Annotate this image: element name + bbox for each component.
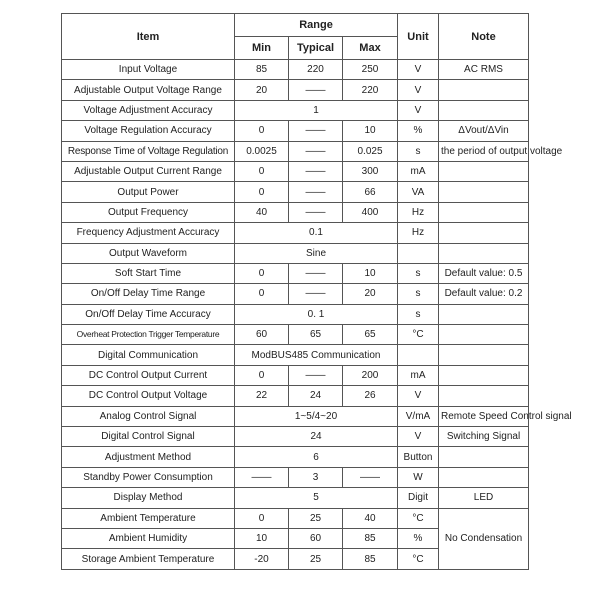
cell-max: 85 bbox=[343, 528, 398, 548]
cell-item: Soft Start Time bbox=[62, 263, 235, 283]
table-row bbox=[62, 427, 529, 447]
table-row bbox=[62, 386, 529, 406]
cell-min: 0 bbox=[235, 182, 289, 202]
cell-min: 85 bbox=[235, 60, 289, 80]
cell-unit: Hz bbox=[398, 223, 439, 243]
cell-range-span: 1 bbox=[235, 100, 398, 120]
cell-min: 0 bbox=[235, 161, 289, 181]
table-row bbox=[62, 60, 529, 80]
cell-max: 65 bbox=[343, 325, 398, 345]
cell-note bbox=[439, 467, 529, 487]
cell-unit: mA bbox=[398, 161, 439, 181]
cell-note bbox=[439, 223, 529, 243]
cell-note: Remote Speed Control signal bbox=[439, 406, 529, 426]
cell-unit: % bbox=[398, 528, 439, 548]
cell-item: Input Voltage bbox=[62, 60, 235, 80]
table-row bbox=[62, 141, 529, 161]
cell-max: 400 bbox=[343, 202, 398, 222]
cell-note bbox=[439, 161, 529, 181]
cell-min: 0 bbox=[235, 365, 289, 385]
table-row bbox=[62, 508, 529, 528]
cell-unit: % bbox=[398, 121, 439, 141]
cell-note bbox=[439, 243, 529, 263]
cell-unit: °C bbox=[398, 325, 439, 345]
cell-note bbox=[439, 80, 529, 100]
cell-unit: °C bbox=[398, 508, 439, 528]
cell-range-span: 6 bbox=[235, 447, 398, 467]
cell-min: 0.0025 bbox=[235, 141, 289, 161]
cell-unit: mA bbox=[398, 365, 439, 385]
spec-table-body bbox=[62, 60, 572, 570]
table-row bbox=[62, 304, 529, 324]
cell-note: ΔVout/ΔVin bbox=[439, 121, 529, 141]
cell-note bbox=[439, 182, 529, 202]
cell-item: On/Off Delay Time Accuracy bbox=[62, 304, 235, 324]
cell-note: LED bbox=[439, 488, 529, 508]
cell-max: 40 bbox=[343, 508, 398, 528]
cell-note: AC RMS bbox=[439, 60, 529, 80]
header-typical: Typical bbox=[289, 37, 343, 60]
table-row bbox=[62, 161, 529, 181]
cell-min: —— bbox=[235, 467, 289, 487]
cell-item: Overheat Protection Trigger Temperature bbox=[62, 325, 235, 345]
cell-note bbox=[439, 386, 529, 406]
table-row bbox=[62, 467, 529, 487]
cell-typical: 3 bbox=[289, 467, 343, 487]
cell-unit: s bbox=[398, 141, 439, 161]
cell-typical: 220 bbox=[289, 60, 343, 80]
cell-item: Ambient Temperature bbox=[62, 508, 235, 528]
cell-unit: Hz bbox=[398, 202, 439, 222]
cell-typical: —— bbox=[289, 161, 343, 181]
cell-unit: V bbox=[398, 427, 439, 447]
cell-item: Frequency Adjustment Accuracy bbox=[62, 223, 235, 243]
cell-max: 10 bbox=[343, 121, 398, 141]
cell-unit: Button bbox=[398, 447, 439, 467]
cell-typical: 60 bbox=[289, 528, 343, 548]
cell-max: 220 bbox=[343, 80, 398, 100]
cell-typical: 24 bbox=[289, 386, 343, 406]
cell-typical: —— bbox=[289, 182, 343, 202]
cell-item: Adjustable Output Current Range bbox=[62, 161, 235, 181]
cell-item: On/Off Delay Time Range bbox=[62, 284, 235, 304]
header-unit: Unit bbox=[398, 14, 439, 60]
cell-item: Output Waveform bbox=[62, 243, 235, 263]
cell-typical: 65 bbox=[289, 325, 343, 345]
cell-typical: —— bbox=[289, 202, 343, 222]
cell-min: 20 bbox=[235, 80, 289, 100]
cell-unit: VA bbox=[398, 182, 439, 202]
cell-unit: s bbox=[398, 263, 439, 283]
cell-max: 0.025 bbox=[343, 141, 398, 161]
table-row bbox=[62, 100, 529, 120]
table-row bbox=[62, 365, 529, 385]
cell-min: 60 bbox=[235, 325, 289, 345]
cell-max: 200 bbox=[343, 365, 398, 385]
cell-unit: s bbox=[398, 284, 439, 304]
cell-unit bbox=[398, 345, 439, 365]
cell-unit: V bbox=[398, 80, 439, 100]
header-max: Max bbox=[343, 37, 398, 60]
cell-min: 10 bbox=[235, 528, 289, 548]
table-row bbox=[62, 406, 529, 426]
header-item: Item bbox=[62, 14, 235, 60]
spec-table bbox=[61, 13, 572, 570]
cell-min: 0 bbox=[235, 508, 289, 528]
table-row bbox=[62, 223, 529, 243]
cell-typical: 25 bbox=[289, 508, 343, 528]
cell-min: 22 bbox=[235, 386, 289, 406]
table-row bbox=[62, 284, 529, 304]
cell-min: 0 bbox=[235, 121, 289, 141]
cell-range-span: 0.1 bbox=[235, 223, 398, 243]
cell-note: Switching Signal bbox=[439, 427, 529, 447]
cell-max: 26 bbox=[343, 386, 398, 406]
table-row bbox=[62, 202, 529, 222]
cell-item: Ambient Humidity bbox=[62, 528, 235, 548]
table-row bbox=[62, 325, 529, 345]
cell-note bbox=[439, 202, 529, 222]
cell-item: Voltage Adjustment Accuracy bbox=[62, 100, 235, 120]
cell-item: DC Control Output Current bbox=[62, 365, 235, 385]
cell-typical: —— bbox=[289, 141, 343, 161]
cell-item: Standby Power Consumption bbox=[62, 467, 235, 487]
cell-unit: V/mA bbox=[398, 406, 439, 426]
cell-item: Display Method bbox=[62, 488, 235, 508]
cell-item: Adjustment Method bbox=[62, 447, 235, 467]
cell-unit: Digit bbox=[398, 488, 439, 508]
cell-item: Adjustable Output Voltage Range bbox=[62, 80, 235, 100]
cell-range-span: 5 bbox=[235, 488, 398, 508]
cell-max: 85 bbox=[343, 549, 398, 569]
cell-range-span: ModBUS485 Communication bbox=[235, 345, 398, 365]
table-row bbox=[62, 488, 529, 508]
cell-typical: —— bbox=[289, 80, 343, 100]
cell-max: 66 bbox=[343, 182, 398, 202]
cell-unit: V bbox=[398, 386, 439, 406]
cell-max: 10 bbox=[343, 263, 398, 283]
cell-unit: s bbox=[398, 304, 439, 324]
cell-range-span: 0. 1 bbox=[235, 304, 398, 324]
table-row bbox=[62, 447, 529, 467]
cell-typical: —— bbox=[289, 121, 343, 141]
cell-item: Output Power bbox=[62, 182, 235, 202]
cell-note: the period of output voltage bbox=[439, 141, 529, 161]
cell-max: 20 bbox=[343, 284, 398, 304]
header-range: Range bbox=[235, 14, 398, 37]
table-row bbox=[62, 243, 529, 263]
cell-item: Analog Control Signal bbox=[62, 406, 235, 426]
cell-range-span: 24 bbox=[235, 427, 398, 447]
cell-unit: V bbox=[398, 100, 439, 120]
cell-note bbox=[439, 325, 529, 345]
cell-max: —— bbox=[343, 467, 398, 487]
cell-note bbox=[439, 345, 529, 365]
cell-item: Storage Ambient Temperature bbox=[62, 549, 235, 569]
header-min: Min bbox=[235, 37, 289, 60]
table-row bbox=[62, 345, 529, 365]
table-row bbox=[62, 263, 529, 283]
cell-note bbox=[439, 447, 529, 467]
cell-item: Voltage Regulation Accuracy bbox=[62, 121, 235, 141]
cell-item: Output Frequency bbox=[62, 202, 235, 222]
cell-note bbox=[439, 304, 529, 324]
cell-range-span: Sine bbox=[235, 243, 398, 263]
cell-typical: —— bbox=[289, 284, 343, 304]
cell-note bbox=[439, 365, 529, 385]
cell-unit bbox=[398, 243, 439, 263]
cell-typical: 25 bbox=[289, 549, 343, 569]
cell-item: Response Time of Voltage Regulation bbox=[62, 141, 235, 161]
cell-note bbox=[439, 100, 529, 120]
cell-item: DC Control Output Voltage bbox=[62, 386, 235, 406]
cell-range-span: 1~5/4~20 bbox=[235, 406, 398, 426]
cell-note: Default value: 0.5 bbox=[439, 263, 529, 283]
cell-min: 0 bbox=[235, 284, 289, 304]
table-row bbox=[62, 80, 529, 100]
cell-item: Digital Control Signal bbox=[62, 427, 235, 447]
cell-typical: —— bbox=[289, 263, 343, 283]
table-row bbox=[62, 182, 529, 202]
cell-min: 0 bbox=[235, 263, 289, 283]
cell-min: -20 bbox=[235, 549, 289, 569]
cell-unit: W bbox=[398, 467, 439, 487]
cell-note: Default value: 0.2 bbox=[439, 284, 529, 304]
cell-max: 250 bbox=[343, 60, 398, 80]
cell-min: 40 bbox=[235, 202, 289, 222]
cell-unit: °C bbox=[398, 549, 439, 569]
header-note: Note bbox=[439, 14, 529, 60]
cell-unit: V bbox=[398, 60, 439, 80]
cell-item: Digital Communication bbox=[62, 345, 235, 365]
cell-note: No Condensation bbox=[439, 508, 529, 569]
cell-typical: —— bbox=[289, 365, 343, 385]
cell-max: 300 bbox=[343, 161, 398, 181]
table-row bbox=[62, 121, 529, 141]
